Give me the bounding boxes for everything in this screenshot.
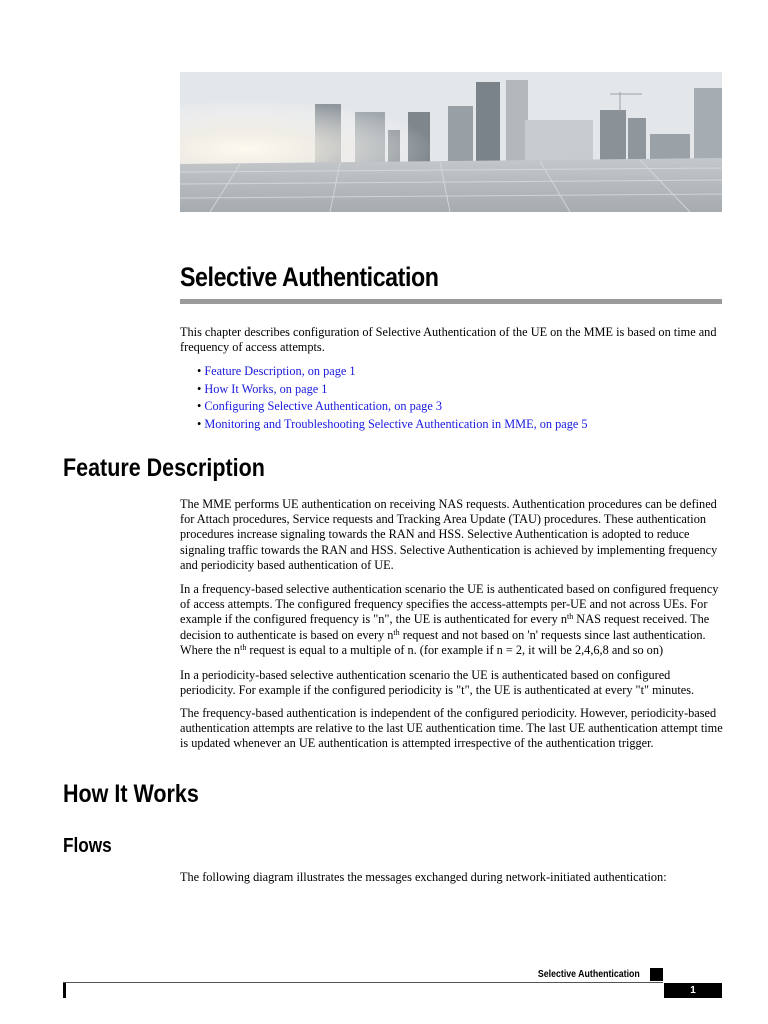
bullet-icon: • [197, 381, 202, 396]
toc-item[interactable] [197, 363, 588, 381]
footer-marker [650, 968, 663, 981]
superscript: th [567, 612, 574, 622]
toc-link-configuring[interactable]: Configuring Selective Authentication, on page 3 [204, 399, 443, 414]
section-heading-how-it-works: How It Works [63, 780, 199, 808]
toc-item[interactable] [197, 416, 588, 434]
flows-intro-text: The following diagram illustrates the messages exchanged during network-initiated authentication: [180, 870, 667, 884]
page-number: 1 [664, 983, 722, 998]
feature-description-paragraph-2 [180, 582, 728, 658]
toc-item[interactable] [197, 381, 588, 399]
chapter-title-rule [180, 299, 722, 304]
footer-chapter-label: Selective Authentication [538, 969, 640, 980]
paragraph-text: In a frequency-based selective authentication scenario the UE is authenticated based on configured frequency of access attempts. The configured frequency specifies the access-attempts per-UE and not across UEs. For example if the configured frequency is "n", the UE is authenticated for every n [180, 582, 719, 627]
paragraph-text: request is equal to a multiple of n. (for example if n = 2, it will be 2,4,6,8 and so on) [246, 642, 664, 657]
bullet-icon: • [197, 399, 202, 414]
toc-item[interactable] [197, 398, 588, 416]
bullet-icon: • [197, 364, 202, 378]
paragraph-text: request and not based on 'n' requests since last authentication. Where the n [180, 627, 706, 657]
footer-tick [63, 983, 66, 998]
toc-link-how-it-works[interactable]: How It Works, on page 1 [204, 381, 328, 396]
footer-rule [63, 982, 663, 983]
bullet-icon: • [197, 417, 202, 432]
section-heading-feature-description: Feature Description [63, 454, 265, 482]
subsection-heading-flows: Flows [63, 835, 112, 857]
chapter-banner-image [180, 72, 722, 212]
toc-link-feature-description[interactable]: Feature Description, on page 1 [204, 364, 356, 378]
superscript: th [240, 642, 247, 652]
toc-link-monitoring[interactable]: Monitoring and Troubleshooting Selective Authentication in MME, on page 5 [204, 417, 588, 432]
paragraph-text: NAS request received. The decision to authenticate is based on every n [180, 612, 710, 642]
chapter-toc [197, 363, 588, 434]
chapter-intro: This chapter describes configuration of Selective Authentication of the UE on the MME is based on time and frequency of access attempts. [180, 325, 717, 355]
chapter-title: Selective Authentication [180, 262, 439, 292]
feature-description-paragraph-1: The MME performs UE authentication on receiving NAS requests. Authentication procedures can be defined for Attach procedures, Service requests and Tracking Area Update (TAU) procedures. These authentication procedures increase signaling towards the RAN and HSS. Selective Authentication is adopted to reduce signaling traffic towards the RAN and HSS. Selective Authentication is achieved by implementing frequency and periodicity based authentication of UE. [180, 497, 718, 572]
superscript: th [393, 627, 400, 637]
feature-description-paragraph-3: In a periodicity-based selective authentication scenario the UE is authenticated based on configured periodicity. For example if the configured periodicity is "t", the UE is authenticated at every "t" minutes. [180, 668, 695, 698]
feature-description-paragraph-4: The frequency-based authentication is independent of the configured periodicity. However, periodicity-based authentication attempts are relative to the last UE authentication time. The last UE authentication attempt time is updated whenever an UE authentication is attempted irrespective of the authentication trigger. [180, 706, 723, 751]
